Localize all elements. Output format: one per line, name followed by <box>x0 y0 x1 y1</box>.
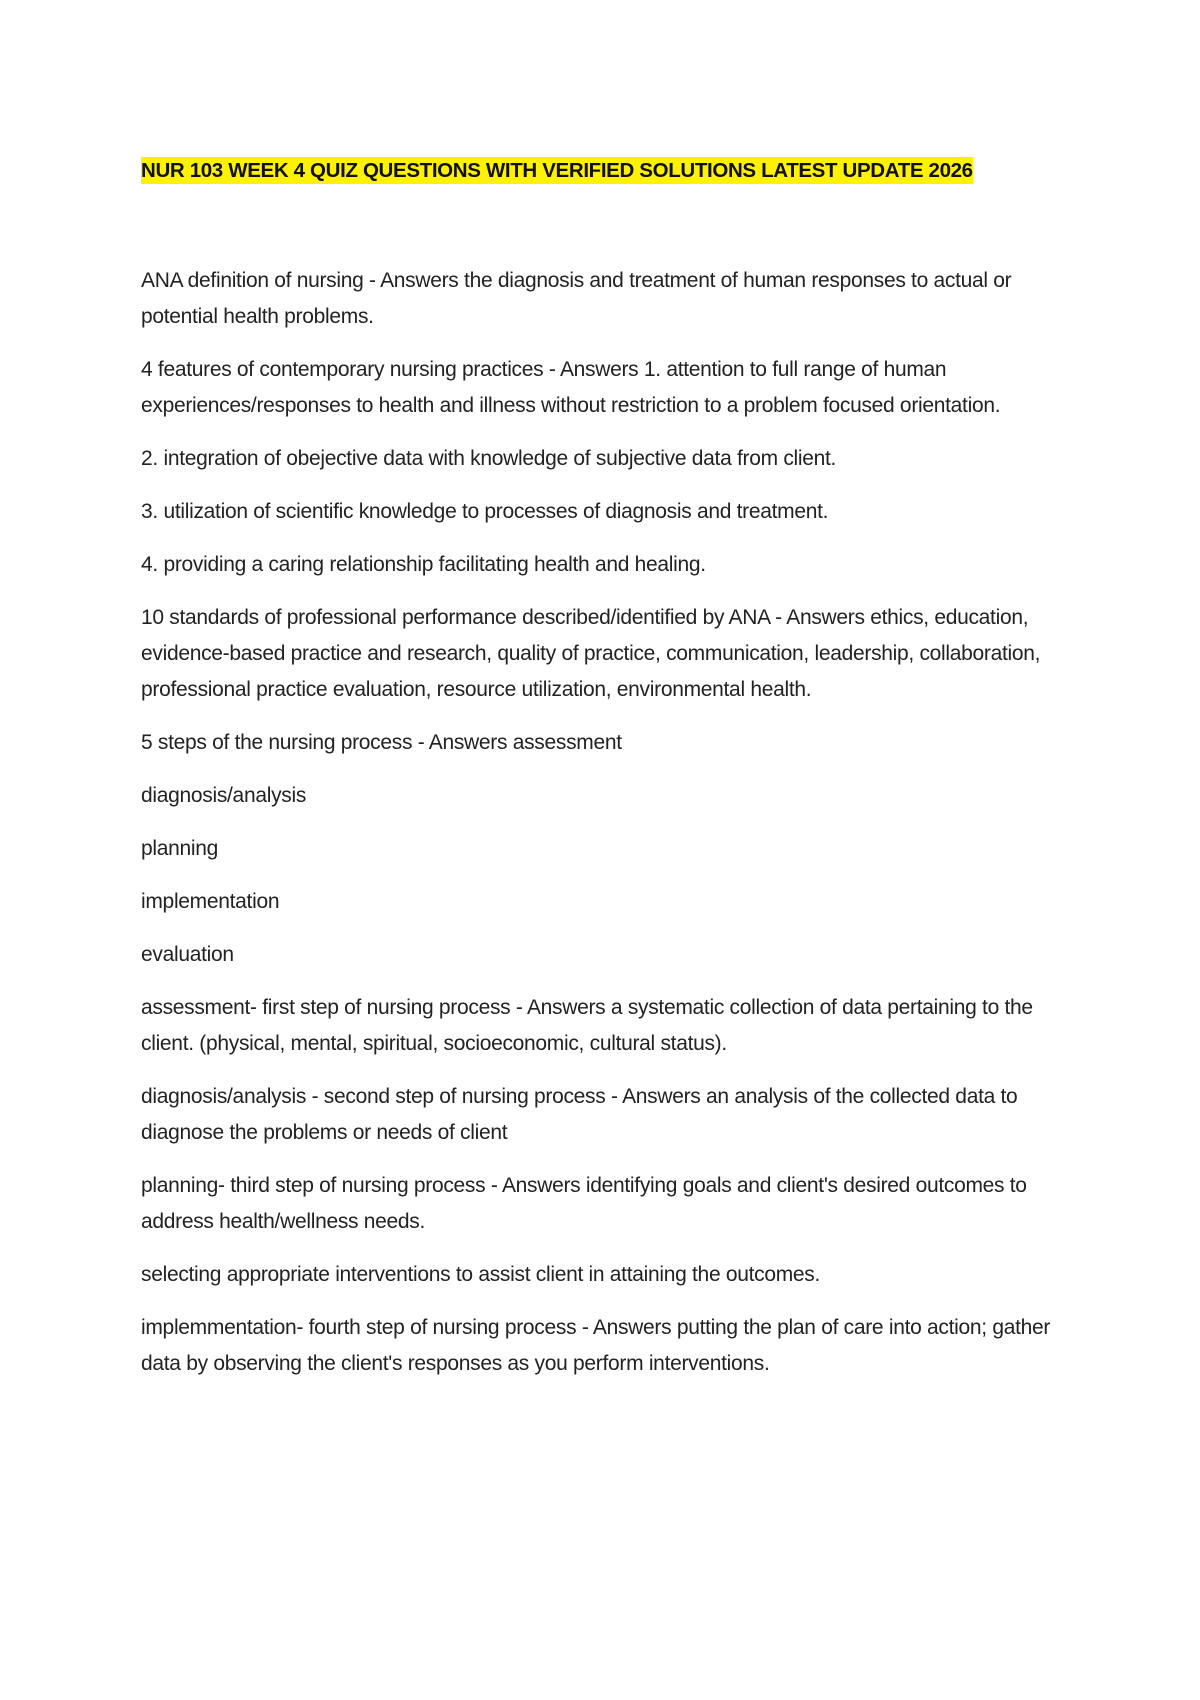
paragraph: 10 standards of professional performance described/identified by ANA - Answers ethics, education, evidence-based practice and research, quality of practice, communication, leadership, collaboration, professional practice evaluation, resource utilization, environmental health. <box>141 606 1041 701</box>
paragraph: implemmentation- fourth step of nursing process - Answers putting the plan of care into action; gather data by observing the client's responses as you perform interventions. <box>141 1316 1051 1375</box>
paragraph: 2. integration of obejective data with knowledge of subjective data from client. <box>141 447 837 470</box>
paragraph: planning <box>141 837 219 860</box>
paragraph: ANA definition of nursing - Answers the diagnosis and treatment of human responses to actual or potential health problems. <box>141 269 1012 328</box>
paragraph: planning- third step of nursing process - Answers identifying goals and client's desired outcomes to address health/wellness needs. <box>141 1174 1027 1233</box>
title-block <box>141 156 1101 186</box>
paragraph: 5 steps of the nursing process - Answers assessment <box>141 731 622 754</box>
paragraph: diagnosis/analysis <box>141 784 307 807</box>
document-body <box>141 263 1081 1399</box>
paragraph: diagnosis/analysis - second step of nursing process - Answers an analysis of the collected data to diagnose the problems or needs of client <box>141 1085 1018 1144</box>
paragraph: evaluation <box>141 943 234 966</box>
paragraph: assessment- first step of nursing process - Answers a systematic collection of data pertaining to the client. (physical, mental, spiritual, socioeconomic, cultural status). <box>141 996 1033 1055</box>
paragraph: selecting appropriate interventions to assist client in attaining the outcomes. <box>141 1263 821 1286</box>
paragraph: 4 features of contemporary nursing practices - Answers 1. attention to full range of human experiences/responses to health and illness without restriction to a problem focused orientation. <box>141 358 1001 417</box>
paragraph: implementation <box>141 890 280 913</box>
document-title: NUR 103 WEEK 4 QUIZ QUESTIONS WITH VERIFIED SOLUTIONS LATEST UPDATE 2026 <box>141 159 973 182</box>
paragraph: 3. utilization of scientific knowledge to processes of diagnosis and treatment. <box>141 500 829 523</box>
paragraph: 4. providing a caring relationship facilitating health and healing. <box>141 553 706 576</box>
